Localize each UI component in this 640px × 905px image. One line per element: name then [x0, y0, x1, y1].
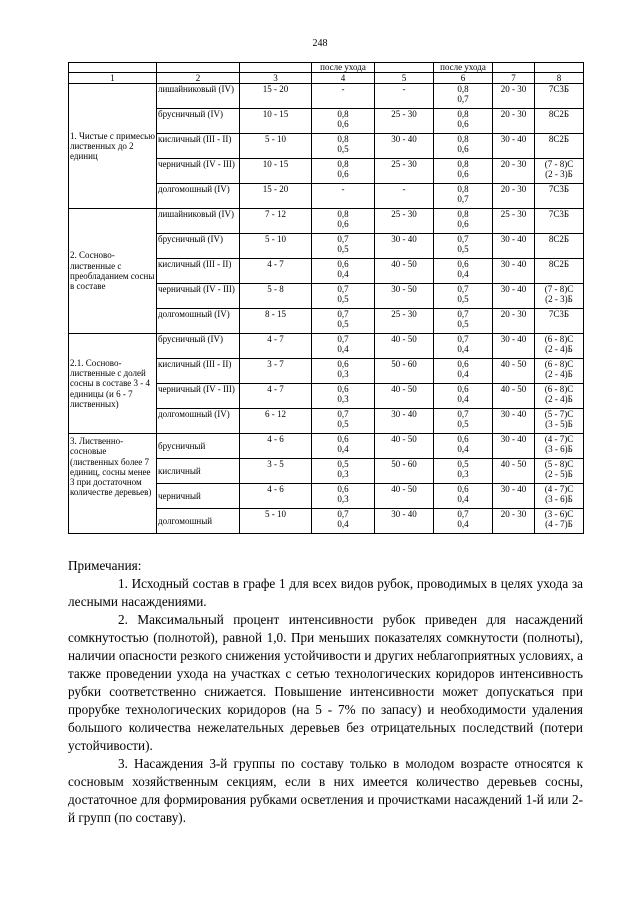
density-after-cell: 0,6 0,4: [434, 484, 493, 509]
subheader-cell: [157, 63, 240, 73]
age-cell: 7 - 12: [240, 209, 312, 234]
age-cell: 4 - 7: [240, 259, 312, 284]
interval-cell: 30 - 40: [493, 259, 535, 284]
age-cell: 5 - 10: [240, 234, 312, 259]
density-before-cell: 0,8 0,6: [312, 159, 375, 184]
forest-type-cell: черничный (IV - III): [157, 159, 240, 184]
intensity-cell: 30 - 40: [375, 409, 434, 434]
group-name-cell: 2.1. Сосново-лиственные с долей сосны в составе 3 - 4 единицы (и 6 - 7 лиственных): [69, 334, 157, 434]
subheader-cell: после ухода: [312, 63, 375, 73]
forest-type-cell: долгомошный (IV): [157, 409, 240, 434]
thinning-table: [68, 62, 584, 534]
notes-title: Примечания:: [68, 558, 142, 573]
interval-cell: 20 - 30: [493, 109, 535, 134]
age-cell: 5 - 10: [240, 134, 312, 159]
interval-cell: 30 - 40: [493, 484, 535, 509]
forest-type-cell: кисличный (III - II): [157, 259, 240, 284]
density-before-cell: 0,7 0,5: [312, 309, 375, 334]
interval-cell: 30 - 40: [493, 409, 535, 434]
forest-type-cell: кисличный (III - II): [157, 359, 240, 384]
density-before-cell: -: [312, 84, 375, 109]
composition-cell: 7С3Б: [535, 184, 584, 209]
forest-type-cell: долгомошный (IV): [157, 184, 240, 209]
age-cell: 8 - 15: [240, 309, 312, 334]
density-before-cell: 0,6 0,4: [312, 434, 375, 459]
composition-cell: 8С2Б: [535, 234, 584, 259]
age-cell: 4 - 7: [240, 384, 312, 409]
density-after-cell: 0,8 0,7: [434, 84, 493, 109]
intensity-cell: 25 - 30: [375, 109, 434, 134]
density-after-cell: 0,8 0,6: [434, 134, 493, 159]
density-after-cell: 0,6 0,4: [434, 434, 493, 459]
table-column-numbers-row: [69, 73, 584, 84]
subheader-cell: [69, 63, 157, 73]
density-before-cell: 0,7 0,5: [312, 234, 375, 259]
forest-type-cell: черничный (IV - III): [157, 384, 240, 409]
intensity-cell: 40 - 50: [375, 259, 434, 284]
intensity-cell: 50 - 60: [375, 459, 434, 484]
interval-cell: 40 - 50: [493, 359, 535, 384]
density-before-cell: 0,6 0,3: [312, 484, 375, 509]
column-number: 5: [375, 73, 434, 84]
density-before-cell: 0,6 0,4: [312, 259, 375, 284]
column-number: 7: [493, 73, 535, 84]
note-item: 2. Максимальный процент интенсивности рубок приведен для насаждений сомкнутостью (полнотой), равной 1,0. При меньших показателях сомкнутости (полноты), наличии опасности резкого снижения устойчивости и других неблагоприятных условиях, а также проведении ухода на участках с сетью технологических коридоров интенсивность рубки соответственно снижается. Повышение интенсивности может допускаться при прорубке технологических коридоров (на 5 - 7% по запасу) и необходимости удаления большого количества нежелательных деревьев без отрицательных последствий (потери устойчивости).: [68, 612, 583, 753]
density-before-cell: 0,5 0,3: [312, 459, 375, 484]
intensity-cell: -: [375, 84, 434, 109]
forest-type-cell: долгомошный (IV): [157, 309, 240, 334]
intensity-cell: 25 - 30: [375, 209, 434, 234]
forest-type-cell: брусничный (IV): [157, 109, 240, 134]
page-number: 248: [312, 38, 328, 49]
density-after-cell: 0,6 0,4: [434, 359, 493, 384]
intensity-cell: 30 - 50: [375, 284, 434, 309]
interval-cell: 30 - 40: [493, 434, 535, 459]
age-cell: 10 - 15: [240, 159, 312, 184]
density-after-cell: 0,8 0,6: [434, 159, 493, 184]
subheader-cell: после ухода: [434, 63, 493, 73]
composition-cell: 8С2Б: [535, 259, 584, 284]
age-cell: 15 - 20: [240, 84, 312, 109]
interval-cell: 20 - 30: [493, 509, 535, 534]
subheader-cell: [240, 63, 312, 73]
density-after-cell: 0,8 0,6: [434, 109, 493, 134]
age-cell: 3 - 5: [240, 459, 312, 484]
column-number: 2: [157, 73, 240, 84]
composition-cell: (5 - 7)С (3 - 5)Б: [535, 409, 584, 434]
density-before-cell: 0,6 0,3: [312, 359, 375, 384]
density-after-cell: 0,7 0,5: [434, 309, 493, 334]
intensity-cell: 25 - 30: [375, 309, 434, 334]
table-row: [69, 334, 584, 359]
forest-type-cell: лишайниковый (IV): [157, 209, 240, 234]
subheader-cell: [375, 63, 434, 73]
age-cell: 6 - 12: [240, 409, 312, 434]
composition-cell: (7 - 8)С (2 - 3)Б: [535, 284, 584, 309]
table-row: [69, 84, 584, 109]
column-number: 3: [240, 73, 312, 84]
subheader-cell: [535, 63, 584, 73]
age-cell: 4 - 6: [240, 434, 312, 459]
density-before-cell: 0,7 0,4: [312, 334, 375, 359]
density-before-cell: -: [312, 184, 375, 209]
intensity-cell: 25 - 30: [375, 159, 434, 184]
age-cell: 5 - 10: [240, 509, 312, 534]
density-after-cell: 0,7 0,4: [434, 334, 493, 359]
intensity-cell: 40 - 50: [375, 334, 434, 359]
notes-section: [68, 557, 583, 827]
density-after-cell: 0,6 0,4: [434, 384, 493, 409]
composition-cell: (5 - 8)С (2 - 5)Б: [535, 459, 584, 484]
age-cell: 5 - 8: [240, 284, 312, 309]
column-number: 4: [312, 73, 375, 84]
age-cell: 3 - 7: [240, 359, 312, 384]
composition-cell: (4 - 7)С (3 - 6)Б: [535, 434, 584, 459]
forest-type-cell: брусничный (IV): [157, 334, 240, 359]
density-after-cell: 0,7 0,5: [434, 409, 493, 434]
intensity-cell: 30 - 40: [375, 509, 434, 534]
note-item: 1. Исходный состав в графе 1 для всех видов рубок, проводимых в целях ухода за лесными насаждениями.: [68, 576, 583, 609]
intensity-cell: 40 - 50: [375, 434, 434, 459]
density-before-cell: 0,8 0,6: [312, 109, 375, 134]
age-cell: 10 - 15: [240, 109, 312, 134]
composition-cell: (6 - 8)С (2 - 4)Б: [535, 359, 584, 384]
interval-cell: 40 - 50: [493, 459, 535, 484]
table-subheader-row: [69, 63, 584, 73]
table-row: [69, 209, 584, 234]
density-after-cell: 0,6 0,4: [434, 259, 493, 284]
intensity-cell: 40 - 50: [375, 384, 434, 409]
interval-cell: 20 - 30: [493, 84, 535, 109]
composition-cell: 7С3Б: [535, 84, 584, 109]
column-number: 6: [434, 73, 493, 84]
interval-cell: 30 - 40: [493, 284, 535, 309]
density-before-cell: 0,8 0,5: [312, 134, 375, 159]
column-number: 1: [69, 73, 157, 84]
forest-type-cell: кисличный: [157, 459, 240, 484]
composition-cell: (7 - 8)С (2 - 3)Б: [535, 159, 584, 184]
subheader-cell: [493, 63, 535, 73]
density-before-cell: 0,7 0,4: [312, 509, 375, 534]
interval-cell: 30 - 40: [493, 134, 535, 159]
interval-cell: 25 - 30: [493, 209, 535, 234]
age-cell: 4 - 7: [240, 334, 312, 359]
interval-cell: 30 - 40: [493, 334, 535, 359]
interval-cell: 40 - 50: [493, 384, 535, 409]
composition-cell: 8С2Б: [535, 109, 584, 134]
note-item: 3. Насаждения 3-й группы по составу только в молодом возрасте относятся к сосновым хозяйственным секциям, если в них имеется количество деревьев сосны, достаточное для формирования рубками осветления и прочистками насаждений 1-й или 2-й групп (по составу).: [68, 756, 583, 825]
forest-type-cell: черничный: [157, 484, 240, 509]
density-before-cell: 0,8 0,6: [312, 209, 375, 234]
density-after-cell: 0,5 0,3: [434, 459, 493, 484]
composition-cell: (6 - 8)С (2 - 4)Б: [535, 384, 584, 409]
density-before-cell: 0,7 0,5: [312, 284, 375, 309]
forest-type-cell: долгомошный: [157, 509, 240, 534]
density-before-cell: 0,6 0,3: [312, 384, 375, 409]
column-number: 8: [535, 73, 584, 84]
group-name-cell: 1. Чистые с примесью лиственных до 2 единиц: [69, 84, 157, 209]
interval-cell: 20 - 30: [493, 184, 535, 209]
density-after-cell: 0,8 0,6: [434, 209, 493, 234]
density-after-cell: 0,7 0,4: [434, 509, 493, 534]
forest-type-cell: кисличный (III - II): [157, 134, 240, 159]
intensity-cell: 50 - 60: [375, 359, 434, 384]
density-before-cell: 0,7 0,5: [312, 409, 375, 434]
age-cell: 4 - 6: [240, 484, 312, 509]
composition-cell: 8С2Б: [535, 134, 584, 159]
intensity-cell: -: [375, 184, 434, 209]
composition-cell: (4 - 7)С (3 - 6)Б: [535, 484, 584, 509]
composition-cell: (3 - 6)С (4 - 7)Б: [535, 509, 584, 534]
group-name-cell: 2. Сосново-лиственные с преобладанием сосны в составе: [69, 209, 157, 334]
forest-type-cell: брусничный (IV): [157, 234, 240, 259]
forest-type-cell: черничный (IV - III): [157, 284, 240, 309]
composition-cell: 7С3Б: [535, 209, 584, 234]
interval-cell: 20 - 30: [493, 309, 535, 334]
forest-type-cell: брусничный: [157, 434, 240, 459]
intensity-cell: 30 - 40: [375, 134, 434, 159]
density-after-cell: 0,7 0,5: [434, 284, 493, 309]
intensity-cell: 40 - 50: [375, 484, 434, 509]
composition-cell: (6 - 8)С (2 - 4)Б: [535, 334, 584, 359]
interval-cell: 20 - 30: [493, 159, 535, 184]
interval-cell: 30 - 40: [493, 234, 535, 259]
density-after-cell: 0,8 0,7: [434, 184, 493, 209]
intensity-cell: 30 - 40: [375, 234, 434, 259]
forest-type-cell: лишайниковый (IV): [157, 84, 240, 109]
table-row: [69, 434, 584, 459]
density-after-cell: 0,7 0,5: [434, 234, 493, 259]
group-name-cell: 3. Лиственно-сосновые (лиственных более 7 единиц, сосны менее 3 при достаточном количестве деревьев): [69, 434, 157, 534]
age-cell: 15 - 20: [240, 184, 312, 209]
composition-cell: 7С3Б: [535, 309, 584, 334]
